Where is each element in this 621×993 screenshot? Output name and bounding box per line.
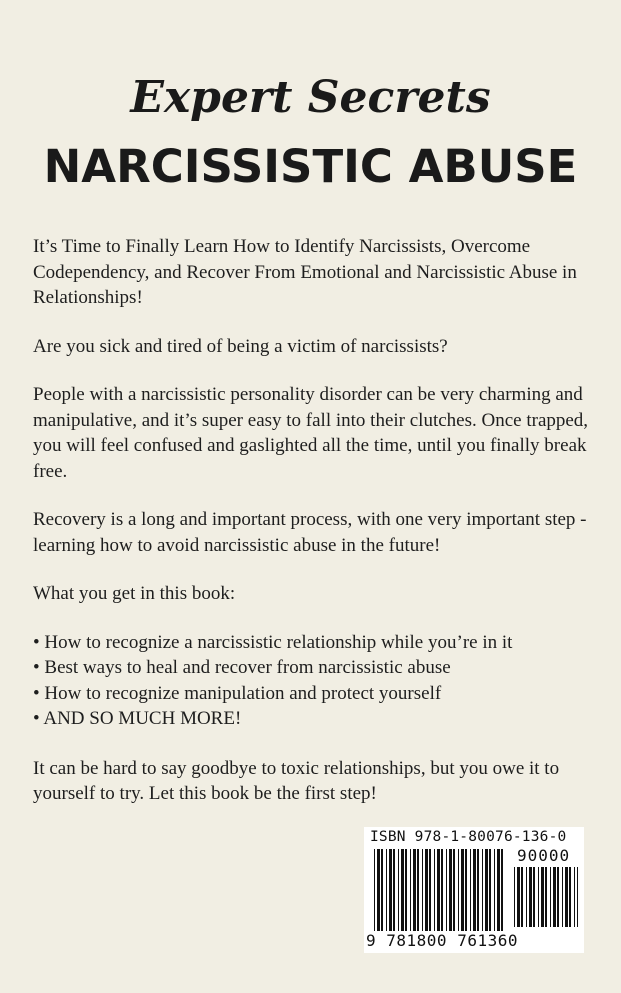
barcode-bar bbox=[377, 849, 380, 931]
list-item: • Best ways to heal and recover from narcissistic abuse bbox=[33, 655, 605, 681]
barcode-bar bbox=[485, 849, 488, 931]
barcode-bar bbox=[574, 867, 575, 927]
barcode-bar bbox=[458, 849, 459, 931]
barcode-bar bbox=[538, 867, 539, 927]
blurb-paragraph-2: Are you sick and tired of being a victim of narcissists? bbox=[33, 335, 448, 357]
barcode-bar bbox=[449, 849, 452, 931]
barcode-bar bbox=[434, 849, 435, 931]
barcode-bar bbox=[562, 867, 563, 927]
barcode-bar bbox=[470, 849, 471, 931]
barcode-bar bbox=[410, 849, 411, 931]
barcode-bar bbox=[437, 849, 440, 931]
series-title: Expert Secrets bbox=[130, 72, 491, 123]
barcode-bar bbox=[541, 867, 544, 927]
barcode-bar bbox=[473, 849, 476, 931]
barcode-bar bbox=[565, 867, 568, 927]
barcode-bar bbox=[393, 849, 395, 931]
barcode-bar bbox=[425, 849, 428, 931]
barcode-bar bbox=[489, 849, 491, 931]
barcode-bar bbox=[517, 867, 520, 927]
barcode-bar bbox=[545, 867, 547, 927]
barcode-bar bbox=[453, 849, 455, 931]
barcode-bar bbox=[465, 849, 467, 931]
barcode-bar bbox=[401, 849, 404, 931]
barcode-bar bbox=[533, 867, 535, 927]
isbn-barcode bbox=[364, 827, 584, 953]
barcode-bar bbox=[446, 849, 447, 931]
barcode-bar bbox=[553, 867, 556, 927]
barcode-bar bbox=[501, 849, 503, 931]
barcode-bar bbox=[569, 867, 571, 927]
barcode-bar bbox=[398, 849, 399, 931]
barcode-bar bbox=[441, 849, 443, 931]
ean-digits: 9 781800 761360 bbox=[366, 931, 518, 950]
barcode-bar bbox=[429, 849, 431, 931]
barcode-bar bbox=[461, 849, 464, 931]
barcode-bar bbox=[374, 849, 375, 931]
barcode-bar bbox=[381, 849, 383, 931]
barcode-bar bbox=[477, 849, 479, 931]
barcode-bar bbox=[521, 867, 523, 927]
barcode-bar bbox=[417, 849, 419, 931]
barcode-bar bbox=[526, 867, 527, 927]
blurb-paragraph-6: It can be hard to say goodbye to toxic relationships, but you owe it to yourself to try. Let this book be the first step! bbox=[33, 757, 560, 804]
barcode-bar bbox=[422, 849, 423, 931]
blurb-paragraph-4: Recovery is a long and important process, with one very important step - learning how to avoid narcissistic abuse in the future! bbox=[33, 509, 587, 556]
list-item: • AND SO MUCH MORE! bbox=[33, 706, 605, 732]
price-code: 90000 bbox=[517, 846, 571, 865]
book-title: NARCISSISTIC ABUSE bbox=[43, 140, 578, 193]
isbn-text: ISBN 978-1-80076-136-0 bbox=[370, 829, 567, 845]
blurb-paragraph-5: What you get in this book: bbox=[33, 583, 236, 604]
barcode-bar bbox=[529, 867, 532, 927]
barcode-bar bbox=[494, 849, 495, 931]
barcode-bar bbox=[413, 849, 416, 931]
list-item: • How to recognize a narcissistic relationship while you’re in it bbox=[33, 630, 605, 656]
list-item: • How to recognize manipulation and protect yourself bbox=[33, 681, 605, 707]
barcode-bar bbox=[557, 867, 559, 927]
barcode-bar bbox=[389, 849, 392, 931]
barcode-bar bbox=[497, 849, 500, 931]
blurb-paragraph-1: It’s Time to Finally Learn How to Identify Narcissists, Overcome Codependency, and Recover From Emotional and Narcissistic Abuse in Relationships! bbox=[33, 236, 577, 308]
barcode-bar bbox=[577, 867, 578, 927]
barcode-bar bbox=[550, 867, 551, 927]
barcode-bar bbox=[405, 849, 407, 931]
feature-list bbox=[33, 630, 605, 732]
barcode-bar bbox=[482, 849, 483, 931]
blurb bbox=[33, 234, 605, 830]
barcode-bar bbox=[386, 849, 387, 931]
blurb-paragraph-3: People with a narcissistic personality disorder can be very charming and manipulative, and it’s super easy to fall into their clutches. Once trapped, you will feel confused and gaslighted all the time, until you finally break free. bbox=[33, 384, 589, 482]
barcode-bar bbox=[514, 867, 515, 927]
